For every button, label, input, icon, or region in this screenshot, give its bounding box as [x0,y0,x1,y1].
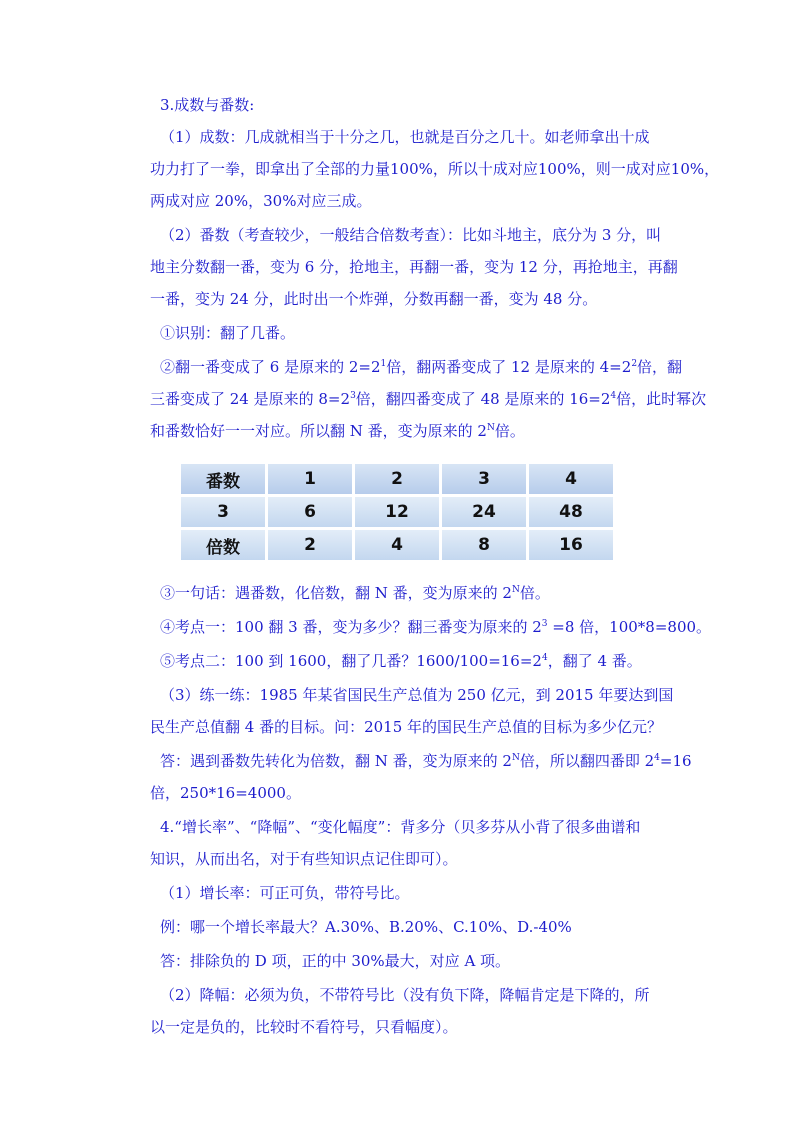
rule-line-3: 和番数恰好一一对应。所以翻 N 番，变为原来的 $2^N$倍。 [150,422,525,440]
answer-line-1: 答：遇到番数先转化为倍数，翻 N 番，变为原来的 $2^N$倍，所以翻四番即 $2^4=16$ [160,752,692,770]
table-cell: 倍数 [181,530,265,560]
growth-rate-line: （1）增长率：可正可负，带符号比。 [160,884,410,902]
table-cell: 8 [442,530,526,560]
rule-line-2: 三番变成了 24 是原来的 $8=2^3$倍，翻四番变成了 48 是原来的 $16=2^4$倍，此时幂次 [150,390,707,408]
practice-line-2: 民生产总值翻 4 番的目标。问：2015 年的国民生产总值的目标为多少亿元？ [150,718,663,736]
table-row [181,530,613,560]
section4-title-line-2: 知识，从而出名，对于有些知识点记住即可）。 [150,850,458,868]
decline-line-2: 以一定是负的，比较时不看符号，只看幅度）。 [150,1018,458,1036]
table-cell: 16 [529,530,613,560]
example-answer-line: 答：排除负的 D 项，正的中 30%最大，对应 A 项。 [160,952,511,970]
chengshu-line-3: 两成对应 20%，30%对应三成。 [150,192,372,210]
table-cell: 4 [355,530,439,560]
table-cell: 番数 [181,464,265,494]
document-body [150,95,720,1037]
table-cell: 3 [442,464,526,494]
point1-line: ④考点一：100 翻 3 番，变为多少？翻三番变为原来的 $2^3 =8$ 倍，100*8=800。 [160,618,712,636]
table-cell: 24 [442,497,526,527]
fanshu-line-2: 地主分数翻一番，变为 6 分，抢地主，再翻一番，变为 12 分，再抢地主，再翻 [150,258,678,276]
table-cell: 1 [268,464,352,494]
section4-title-line-1: 4.“增长率”、“降幅”、“变化幅度”：背多分（贝多芬从小背了很多曲谱和 [160,818,641,836]
table-cell: 4 [529,464,613,494]
fanshu-line-1: （2）番数（考查较少，一般结合倍数考查）：比如斗地主，底分为 3 分，叫 [160,226,662,244]
decline-line-1: （2）降幅：必须为负，不带符号比（没有负下降，降幅肯定是下降的，所 [160,986,650,1004]
table-cell: 2 [268,530,352,560]
section3-title: 3.成数与番数: [160,96,255,114]
practice-line-1: （3）练一练：1985 年某省国民生产总值为 250 亿元，到 2015 年要达到国 [160,686,674,704]
table-cell: 2 [355,464,439,494]
example-line: 例：哪一个增长率最大？A.30%、B.20%、C.10%、D.-40% [160,918,572,936]
fanshu-table [178,461,616,563]
summary-line: ③一句话：遇番数，化倍数，翻 N 番，变为原来的 $2^N$倍。 [160,584,550,602]
fanshu-line-3: 一番，变为 24 分，此时出一个炸弹，分数再翻一番，变为 48 分。 [150,290,598,308]
answer-line-2: 倍，250*16=4000。 [150,784,301,802]
table-row [181,464,613,494]
chengshu-line-2: 功力打了一拳，即拿出了全部的力量100%，所以十成对应100%，则一成对应10%， [150,160,720,178]
table-row [181,497,613,527]
table-cell: 3 [181,497,265,527]
rule-line-1: ②翻一番变成了 6 是原来的 $2=2^1$倍，翻两番变成了 12 是原来的 $4=2^2$倍，翻 [160,358,683,376]
table-cell: 48 [529,497,613,527]
table-cell: 6 [268,497,352,527]
chengshu-line-1: （1）成数：几成就相当于十分之几，也就是百分之几十。如老师拿出十成 [160,128,650,146]
identify-line: ①识别：翻了几番。 [160,324,296,342]
point2-line: ⑤考点二：100 到 1600，翻了几番？$1600/100=16=2^4$，翻了 4 番。 [160,652,642,670]
table-cell: 12 [355,497,439,527]
